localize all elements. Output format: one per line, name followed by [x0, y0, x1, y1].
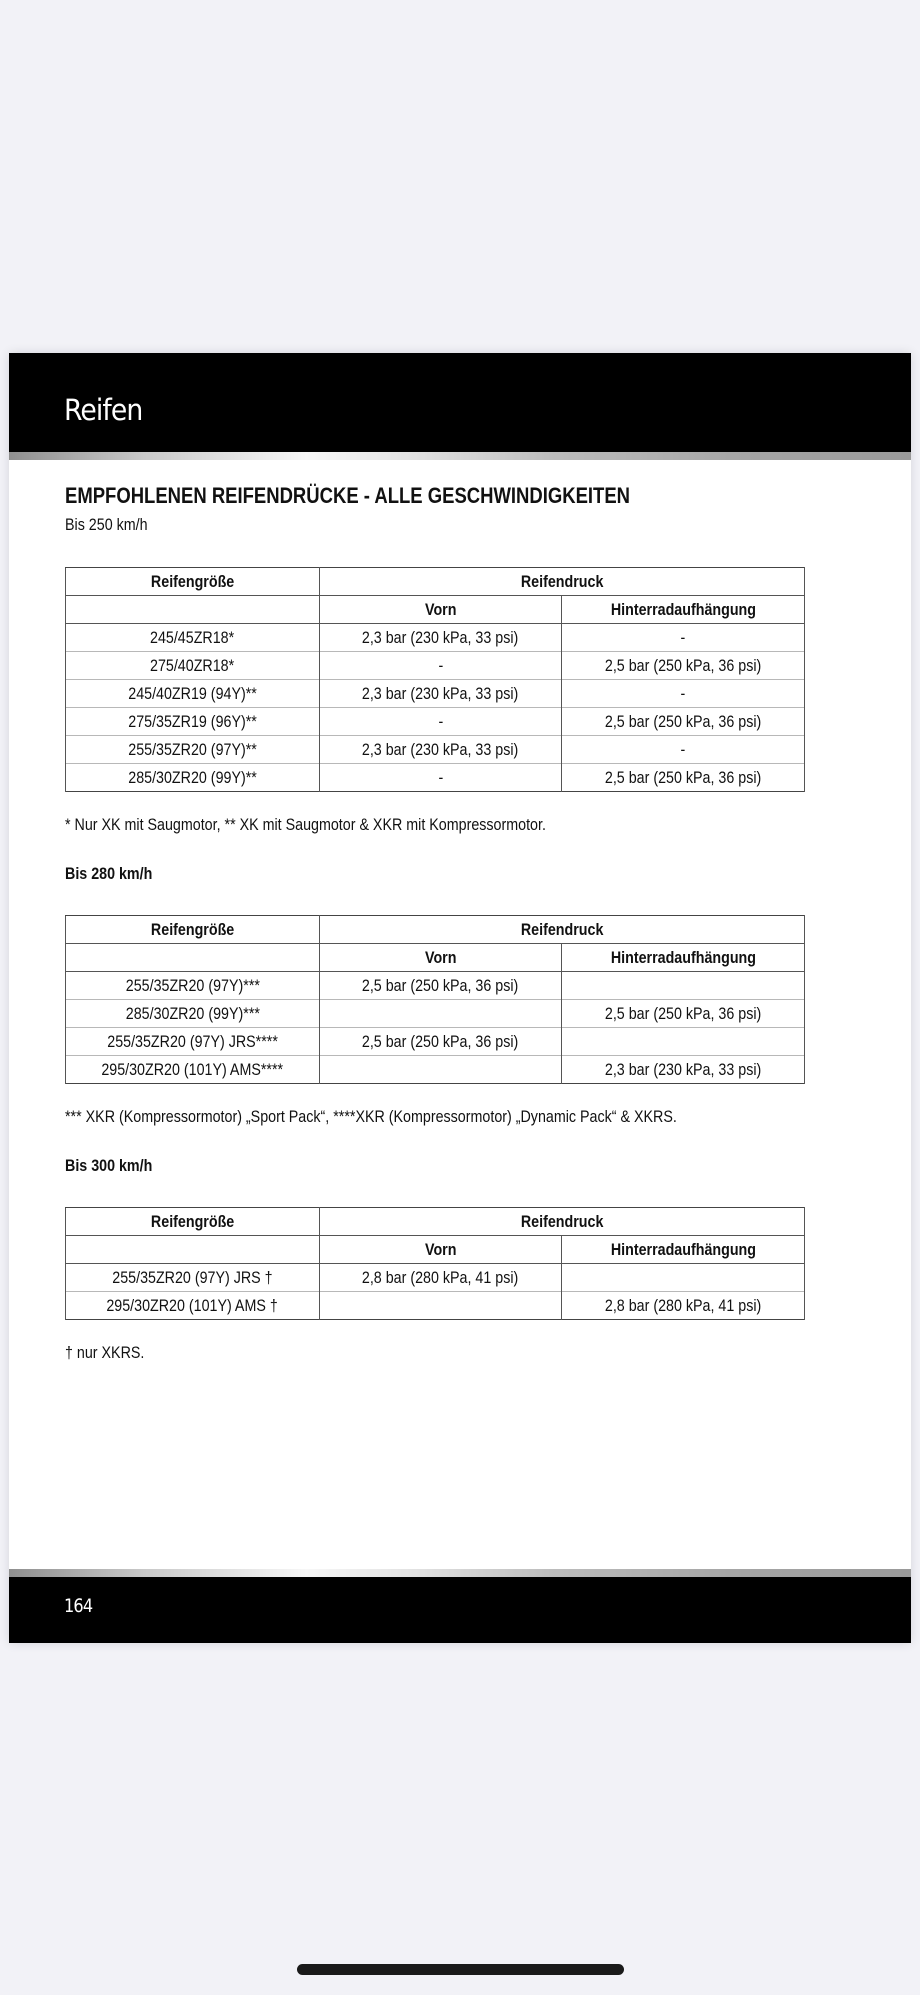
table-header-row: [66, 1208, 805, 1236]
cell-rear: 2,5 bar (250 kPa, 36 psi): [562, 764, 805, 792]
page-number: 164: [64, 1595, 93, 1617]
cell-rear: [562, 1264, 805, 1292]
speed-subtitle-280: Bis 280 km/h: [65, 864, 153, 883]
cell-rear: -: [562, 680, 805, 708]
cell-size: 245/40ZR19 (94Y)**: [66, 680, 320, 708]
cell-size: 295/30ZR20 (101Y) AMS †: [66, 1292, 320, 1320]
cell-size: 275/40ZR18*: [66, 652, 320, 680]
cell-rear: 2,5 bar (250 kPa, 36 psi): [562, 708, 805, 736]
table-subheader-row: [66, 944, 805, 972]
cell-front: -: [320, 708, 562, 736]
footnote-250: * Nur XK mit Saugmotor, ** XK mit Saugmotor & XKR mit Kompressormotor.: [65, 815, 546, 834]
column-header-front: Vorn: [320, 1236, 562, 1264]
table-row: [66, 736, 805, 764]
cell-size: 255/35ZR20 (97Y) JRS****: [66, 1028, 320, 1056]
cell-front: 2,5 bar (250 kPa, 36 psi): [320, 972, 562, 1000]
table-row: [66, 764, 805, 792]
column-header-size: Reifengröße: [66, 916, 320, 944]
speed-subtitle-250: Bis 250 km/h: [65, 515, 148, 534]
cell-front: [320, 1000, 562, 1028]
column-header-empty: [66, 596, 320, 624]
page-header: [9, 353, 911, 452]
cell-size: 255/35ZR20 (97Y)**: [66, 736, 320, 764]
cell-front: 2,5 bar (250 kPa, 36 psi): [320, 1028, 562, 1056]
table-row: [66, 1028, 805, 1056]
column-header-front: Vorn: [320, 944, 562, 972]
table-row: [66, 680, 805, 708]
cell-size: 255/35ZR20 (97Y) JRS †: [66, 1264, 320, 1292]
column-header-rear: Hinterradaufhängung: [562, 596, 805, 624]
table-subheader-row: [66, 596, 805, 624]
table-subheader-row: [66, 1236, 805, 1264]
header-divider: [9, 452, 911, 460]
page-title: Reifen: [64, 393, 143, 427]
column-header-pressure: Reifendruck: [320, 568, 805, 596]
footer-divider: [9, 1569, 911, 1577]
cell-rear: -: [562, 624, 805, 652]
section-title: EMPFOHLENEN REIFENDRÜCKE - ALLE GESCHWINDIGKEITEN: [65, 483, 631, 508]
column-header-empty: [66, 944, 320, 972]
table-header-row: [66, 568, 805, 596]
cell-front: 2,3 bar (230 kPa, 33 psi): [320, 624, 562, 652]
cell-front: -: [320, 652, 562, 680]
cell-front: [320, 1292, 562, 1320]
cell-size: 275/35ZR19 (96Y)**: [66, 708, 320, 736]
cell-size: 295/30ZR20 (101Y) AMS****: [66, 1056, 320, 1084]
cell-rear: 2,8 bar (280 kPa, 41 psi): [562, 1292, 805, 1320]
home-indicator[interactable]: [297, 1964, 624, 1975]
cell-front: 2,3 bar (230 kPa, 33 psi): [320, 680, 562, 708]
table-row: [66, 652, 805, 680]
speed-subtitle-300: Bis 300 km/h: [65, 1156, 153, 1175]
column-header-rear: Hinterradaufhängung: [562, 1236, 805, 1264]
table-row: [66, 1000, 805, 1028]
document-page: [9, 353, 911, 1643]
column-header-pressure: Reifendruck: [320, 916, 805, 944]
cell-size: 255/35ZR20 (97Y)***: [66, 972, 320, 1000]
cell-rear: 2,5 bar (250 kPa, 36 psi): [562, 652, 805, 680]
cell-rear: 2,3 bar (230 kPa, 33 psi): [562, 1056, 805, 1084]
table-row: [66, 708, 805, 736]
cell-front: 2,8 bar (280 kPa, 41 psi): [320, 1264, 562, 1292]
column-header-rear: Hinterradaufhängung: [562, 944, 805, 972]
cell-front: -: [320, 764, 562, 792]
table-row: [66, 1264, 805, 1292]
cell-rear: [562, 972, 805, 1000]
footnote-300: † nur XKRS.: [65, 1343, 145, 1362]
column-header-size: Reifengröße: [66, 1208, 320, 1236]
page-footer: [9, 1577, 911, 1643]
cell-size: 285/30ZR20 (99Y)**: [66, 764, 320, 792]
footnote-280: *** XKR (Kompressormotor) „Sport Pack“, ****XKR (Kompressormotor) „Dynamic Pack“ & XKRS.: [65, 1107, 677, 1126]
cell-front: 2,3 bar (230 kPa, 33 psi): [320, 736, 562, 764]
table-header-row: [66, 916, 805, 944]
table-row: [66, 1292, 805, 1320]
tire-pressure-table-280: [65, 915, 805, 1084]
table-row: [66, 624, 805, 652]
cell-rear: -: [562, 736, 805, 764]
tire-pressure-table-300: [65, 1207, 805, 1320]
table-row: [66, 1056, 805, 1084]
table-row: [66, 972, 805, 1000]
column-header-front: Vorn: [320, 596, 562, 624]
tire-pressure-table-250: [65, 567, 805, 792]
cell-rear: 2,5 bar (250 kPa, 36 psi): [562, 1000, 805, 1028]
cell-size: 245/45ZR18*: [66, 624, 320, 652]
column-header-size: Reifengröße: [66, 568, 320, 596]
cell-front: [320, 1056, 562, 1084]
column-header-empty: [66, 1236, 320, 1264]
column-header-pressure: Reifendruck: [320, 1208, 805, 1236]
cell-size: 285/30ZR20 (99Y)***: [66, 1000, 320, 1028]
cell-rear: [562, 1028, 805, 1056]
